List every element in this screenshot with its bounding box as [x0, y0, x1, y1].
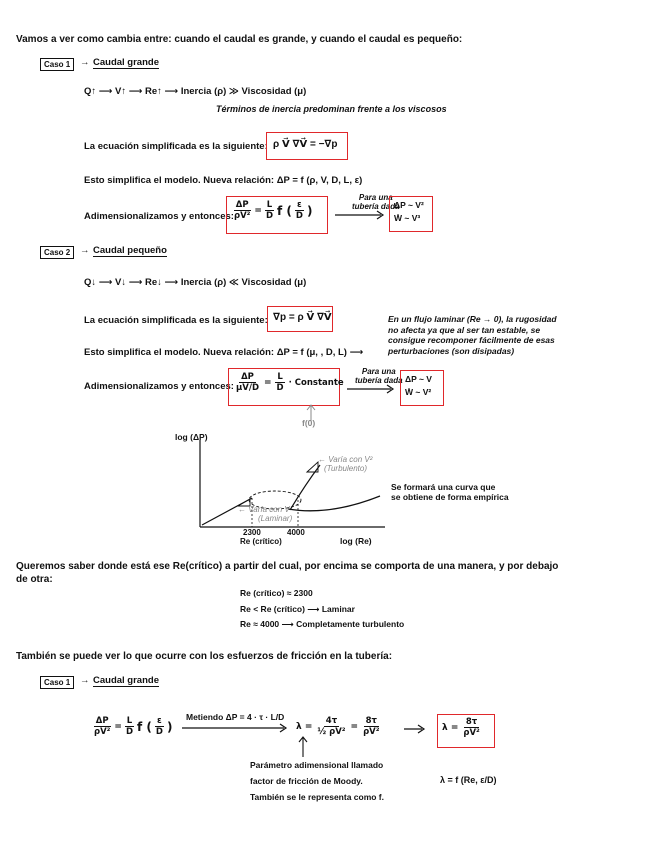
graph-ylabel: log (ΔP) — [175, 432, 208, 442]
caso-2-eq: ∇p = ρ V⃗ ∇V⃗ — [273, 312, 332, 323]
side-note-line: consigue recomponer fácilmente de esas — [388, 335, 555, 345]
caso-1-note: Términos de inercia predominan frente a los viscosos — [216, 104, 447, 114]
caso-2-chain: Q↓ ⟶ V↓ ⟶ Re↓ ⟶ Inercia (ρ) ≪ Viscosidad (μ) — [84, 277, 307, 288]
long-arrow-icon — [333, 210, 387, 220]
caso-1-chain: Q↑ ⟶ V↑ ⟶ Re↑ ⟶ Inercia (ρ) ≫ Viscosidad (μ) — [84, 86, 307, 97]
graph-label-line: ← Varía con V² — [318, 455, 373, 464]
long-arrow-icon — [180, 723, 290, 733]
arrow-label-line: tubería dada — [355, 376, 403, 385]
result-line: Ẇ ~ V³ — [394, 213, 421, 223]
f0-label: f(0) — [302, 418, 316, 428]
arrow-icon — [402, 724, 428, 734]
frac-num: L — [277, 372, 283, 382]
frac-num: ε — [157, 716, 162, 726]
frac-num: L — [126, 716, 133, 726]
graph-label-line: ← Varía con V — [238, 505, 290, 514]
section-heading: Vamos a ver como cambia entre: cuando el caudal es grande, y cuando el caudal es pequeño: — [16, 34, 463, 45]
frac-num: ε — [297, 200, 302, 210]
arrow-icon: → — [80, 57, 90, 68]
arrow-icon: → — [80, 245, 90, 256]
graph-label-line: (Turbulento) — [324, 464, 367, 473]
recrit-line: Re (crítico) ≈ 2300 — [240, 588, 313, 598]
equals: = — [264, 377, 272, 388]
friction-caso-title: Caudal grande — [93, 675, 159, 686]
func-open: f ( — [277, 203, 292, 218]
caso-2-simplify: Esto simplifica el modelo. Nueva relación: ΔP = f (μ, , D, L) ⟶ — [84, 347, 364, 358]
frac-num: 4τ — [325, 716, 338, 726]
empirical-curve — [288, 496, 380, 511]
equals: = — [254, 205, 262, 216]
frac-den: D — [276, 383, 284, 393]
section-heading: Queremos saber donde está ese Re(crítico) a partir del cual, por encima se comporta de una manera, y por debajo — [16, 561, 559, 572]
section-heading: También se puede ver lo que ocurre con los esfuerzos de fricción en la tubería: — [16, 651, 393, 662]
tick-2300 — [240, 528, 282, 546]
caso-1-simplify: Esto simplifica el modelo. Nueva relación: ΔP = f (ρ, V, D, L, ε) — [84, 175, 363, 186]
caso-1-title: Caudal grande — [93, 57, 159, 68]
turbulent-label — [318, 455, 372, 473]
caso-1-eq: ρ V⃗ ∇V⃗ = −∇p — [273, 139, 338, 150]
recrit-line: Re < Re (crítico) ⟶ Laminar — [240, 603, 355, 614]
up-arrow-icon — [298, 736, 308, 758]
curve-note — [391, 482, 509, 502]
frac-den: D — [155, 727, 163, 737]
curve-note-line: Se formará una curva que — [391, 482, 496, 492]
moody-note-line: factor de fricción de Moody. — [250, 776, 363, 786]
friction-caso-tag: Caso 1 — [40, 676, 74, 689]
lambda-function: λ = f (Re, ε/D) — [440, 775, 497, 785]
lambda-symbol: λ = — [442, 722, 459, 733]
frac-den: D — [295, 211, 303, 221]
caso-2-adim-label: Adimensionalizamos y entonces: — [84, 381, 234, 392]
tick-4000: 4000 — [287, 528, 305, 537]
friction-result — [442, 717, 482, 738]
caso-1-eq-label: La ecuación simplificada es la siguiente: — [84, 141, 268, 152]
caso-1-adim-label: Adimensionalizamos y entonces: — [84, 211, 234, 222]
frac-den: D — [265, 211, 273, 221]
section-heading: de otra: — [16, 574, 53, 585]
result-line: Ẇ ~ V² — [405, 387, 432, 397]
frac-den: D — [125, 727, 133, 737]
caso-2-side-note — [388, 314, 557, 356]
caso-1-results — [394, 199, 424, 225]
frac-num: L — [266, 200, 273, 210]
arrow-label-line: Para una — [358, 193, 393, 202]
laminar-label — [238, 505, 292, 523]
recrit-line: Re ≈ 4000 ⟶ Completamente turbulento — [240, 619, 405, 629]
frac-num: 8τ — [365, 716, 377, 726]
frac-num: ΔP — [241, 372, 254, 382]
func-close: ) — [306, 203, 313, 218]
long-arrow-icon — [345, 384, 397, 394]
caso-2-adim-formula — [234, 372, 344, 393]
frac-num: ΔP — [95, 716, 109, 726]
frac-den: ½ ρV² — [317, 727, 346, 737]
constant-term: · Constante — [288, 377, 344, 388]
graph-xlabel: log (Re) — [340, 536, 372, 546]
moody-note — [250, 757, 384, 805]
metiendo-label: Metiendo ΔP = 4 · τ · L/D — [186, 712, 285, 722]
frac-num: ΔP — [235, 200, 249, 210]
frac-den: ρV² — [463, 728, 480, 738]
recrit-list — [240, 586, 404, 633]
caso-2-tag: Caso 2 — [40, 246, 74, 259]
arrow-label-line: Para una — [361, 367, 396, 376]
tick-label: 2300 — [243, 528, 261, 537]
caso-2-title: Caudal pequeño — [93, 245, 167, 256]
frac-den: μV/D — [236, 383, 259, 393]
frac-den: ρV² — [234, 211, 251, 221]
moody-note-line: También se le representa como f. — [250, 792, 384, 802]
side-note-line: no afecta ya que al ser tan estable, se — [388, 324, 541, 335]
side-note-line: perturbaciones (son disipadas) — [388, 345, 515, 356]
friction-lhs-formula: $\frac{\Delta P}{\text{ρV²}}$ = $\frac{L}{D}$ f ( $\frac{\varepsilon}{D}$ ) — [94, 716, 173, 737]
tick-label: Re (crítico) — [240, 537, 282, 546]
graph-label-line: (Laminar) — [258, 514, 293, 523]
frac-den: ρV² — [363, 727, 380, 737]
frac-den: ρV² — [94, 727, 111, 737]
caso-2-eq-label: La ecuación simplificada es la siguiente: — [84, 315, 268, 326]
side-note-line: En un flujo laminar (Re → 0), la rugosidad — [388, 314, 557, 324]
caso-2-results — [405, 373, 432, 399]
arrow-icon: → — [80, 675, 90, 686]
lambda-symbol: λ = — [296, 721, 313, 732]
caso-1-tag: Caso 1 — [40, 58, 74, 71]
arrow-label-line: tubería dada — [352, 202, 400, 211]
frac-num: 8τ — [465, 717, 478, 727]
result-line: ΔP ~ V² — [394, 200, 424, 210]
caso-1-adim-formula — [232, 200, 312, 221]
caso-2-arrow-label — [355, 367, 403, 385]
curve-note-line: se obtiene de forma empírica — [391, 492, 509, 502]
moody-note-line: Parámetro adimensional llamado — [250, 760, 384, 770]
result-line: ΔP ~ V — [405, 374, 432, 384]
lambda-formula: λ = $\frac{4\tau}{\text{½ ρV²}}$ = $\frac{8\tau}{\text{ρV²}}$ — [296, 716, 380, 737]
